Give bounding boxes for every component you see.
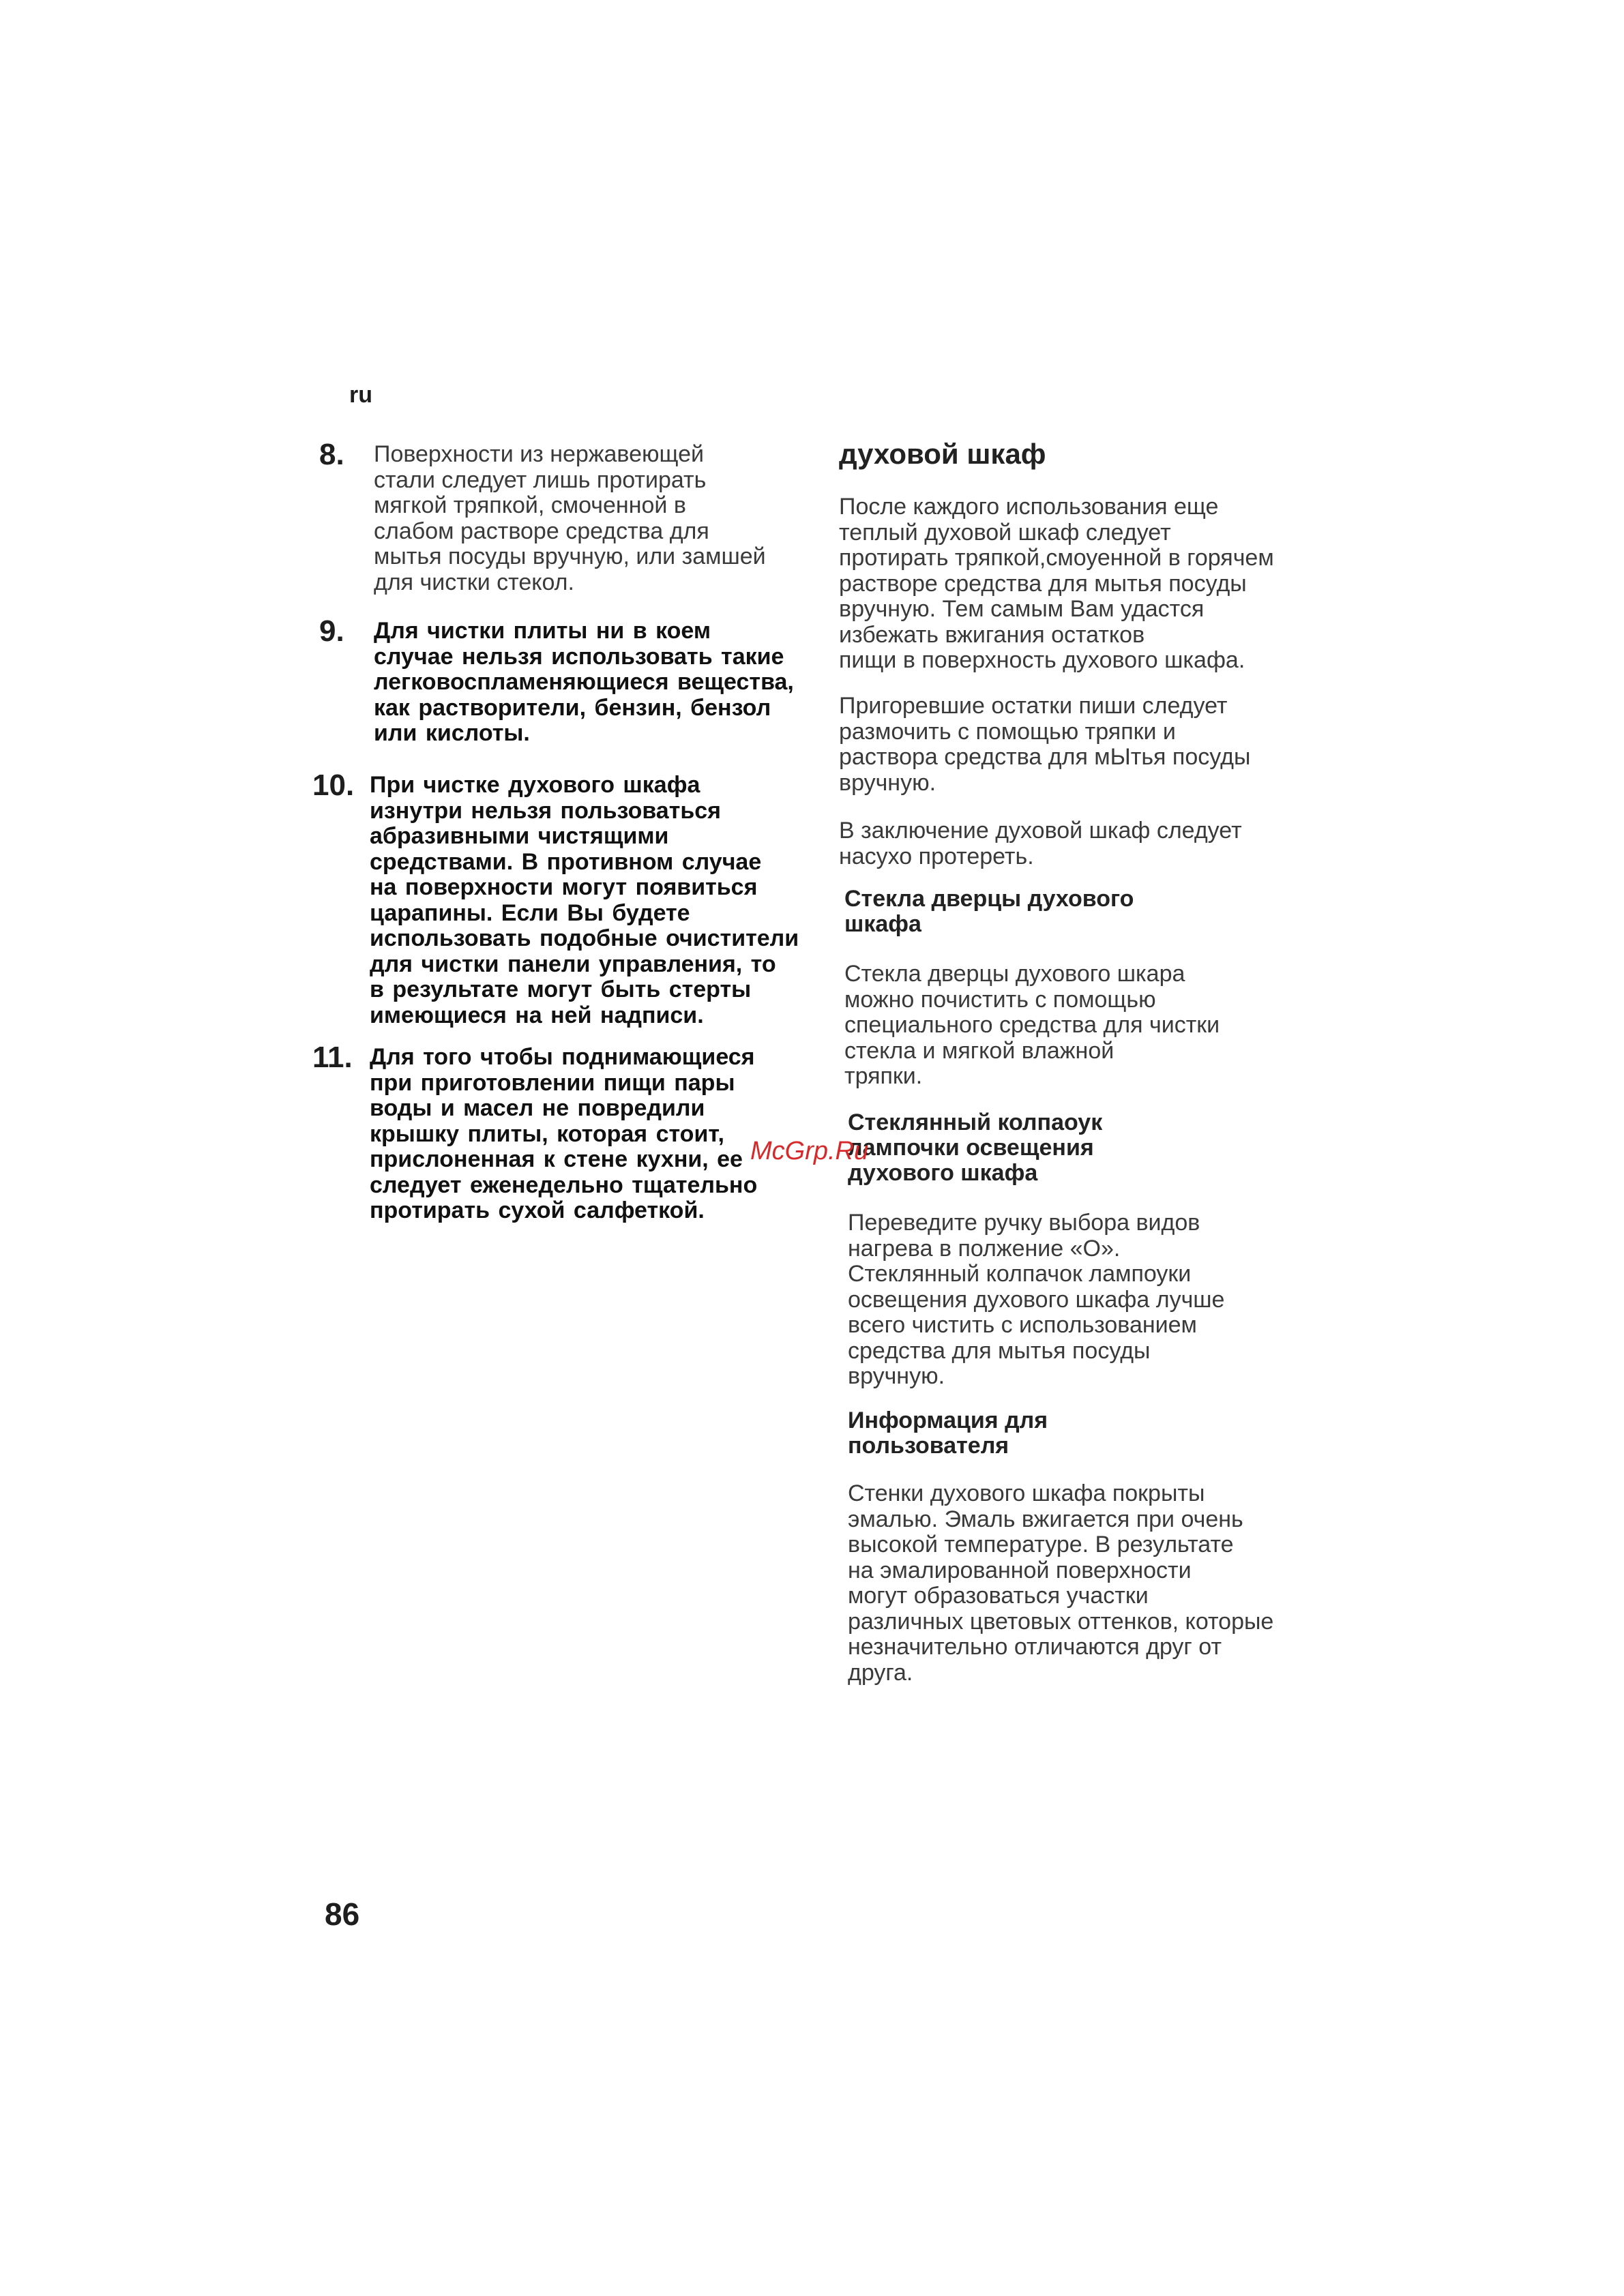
- paragraph-lamp-cover: Переведите ручку выбора видов нагрева в полжение «О». Стеклянный колпачок лампоуки освещения духового шкафа лучше всего чистить с использованием средства для мытья посуды вручную.: [848, 1210, 1225, 1389]
- language-label: ru: [349, 382, 372, 408]
- page-number: 86: [325, 1896, 360, 1932]
- paragraph-burnt: Пригоревшие остатки пиши следует размочить с помощью тряпки и раствора средства для мЫтья посуды вручную.: [839, 693, 1251, 796]
- item-number: 10.: [312, 769, 355, 802]
- list-item-9: [319, 614, 810, 747]
- paragraph-after-use: После каждого использования еще теплый духовой шкаф следует протирать тряпкой,смоуенной в горячем растворе средства для мытья посуды вручную. Тем самым Вам удастся избежать вжигания остатков пищи в поверхность духового шкафа.: [839, 494, 1274, 673]
- item-text: Поверхности из нержавеющей стали следует лишь протирать мягкой тряпкой, смоченной в слабом растворе средства для мытья посуды вручную, или замшей для чистки стекол.: [374, 441, 766, 595]
- heading-lamp-cover: Стеклянный колпаоук лампочки освещения духового шкафа: [848, 1109, 1103, 1186]
- list-item-8: [319, 438, 810, 595]
- paragraph-dry: В заключение духовой шкаф следует насухо протереть.: [839, 818, 1242, 869]
- heading-door-glass: Стекла дверцы духового шкафа: [844, 886, 1134, 937]
- section-title: [839, 438, 1330, 471]
- item-number: 9.: [319, 614, 344, 648]
- item-text: Для чистки плиты ни в коем случае нельзя использовать такие легковоспламеняющиеся вещества, как растворители, бензин, бензол или кислоты.: [374, 618, 794, 746]
- watermark-text: McGrp.Ru: [750, 1137, 869, 1165]
- paragraph-user-info: Стенки духового шкафа покрыты эмалью. Эмаль вжигается при очень высокой температуре. В результате на эмалированной поверхности могут образоваться участки различных цветовых оттенков, которые незначительно отличаются друг от друга.: [848, 1480, 1274, 1686]
- item-number: 11.: [312, 1041, 353, 1074]
- item-text: Для того чтобы поднимающиеся при приготовлении пищи пары воды и масел не повредили крышку плиты, которая стоит, прислоненная к стене кухни, ее следует еженедельно тщательно протирать сухой салфеткой.: [370, 1044, 758, 1223]
- page-heading: духовой шкаф: [839, 438, 1046, 470]
- list-item-10: [312, 769, 810, 1028]
- paragraph-door-glass: Стекла дверцы духового шкара можно почистить с помощью специального средства для чистки стекла и мягкой влажной тряпки.: [844, 961, 1220, 1089]
- item-number: 8.: [319, 438, 344, 471]
- heading-user-info: Информация для пользователя: [848, 1407, 1048, 1459]
- item-text: При чистке духового шкафа изнутри нельзя пользоваться абразивными чистящими средствами. В противном случае на поверхности могут появиться царапины. Если Вы будете использовать подобные очистители для чистки панели управления, то в результате могут быть стерты имеющиеся на ней надписи.: [370, 772, 799, 1028]
- list-item-11: [312, 1041, 810, 1224]
